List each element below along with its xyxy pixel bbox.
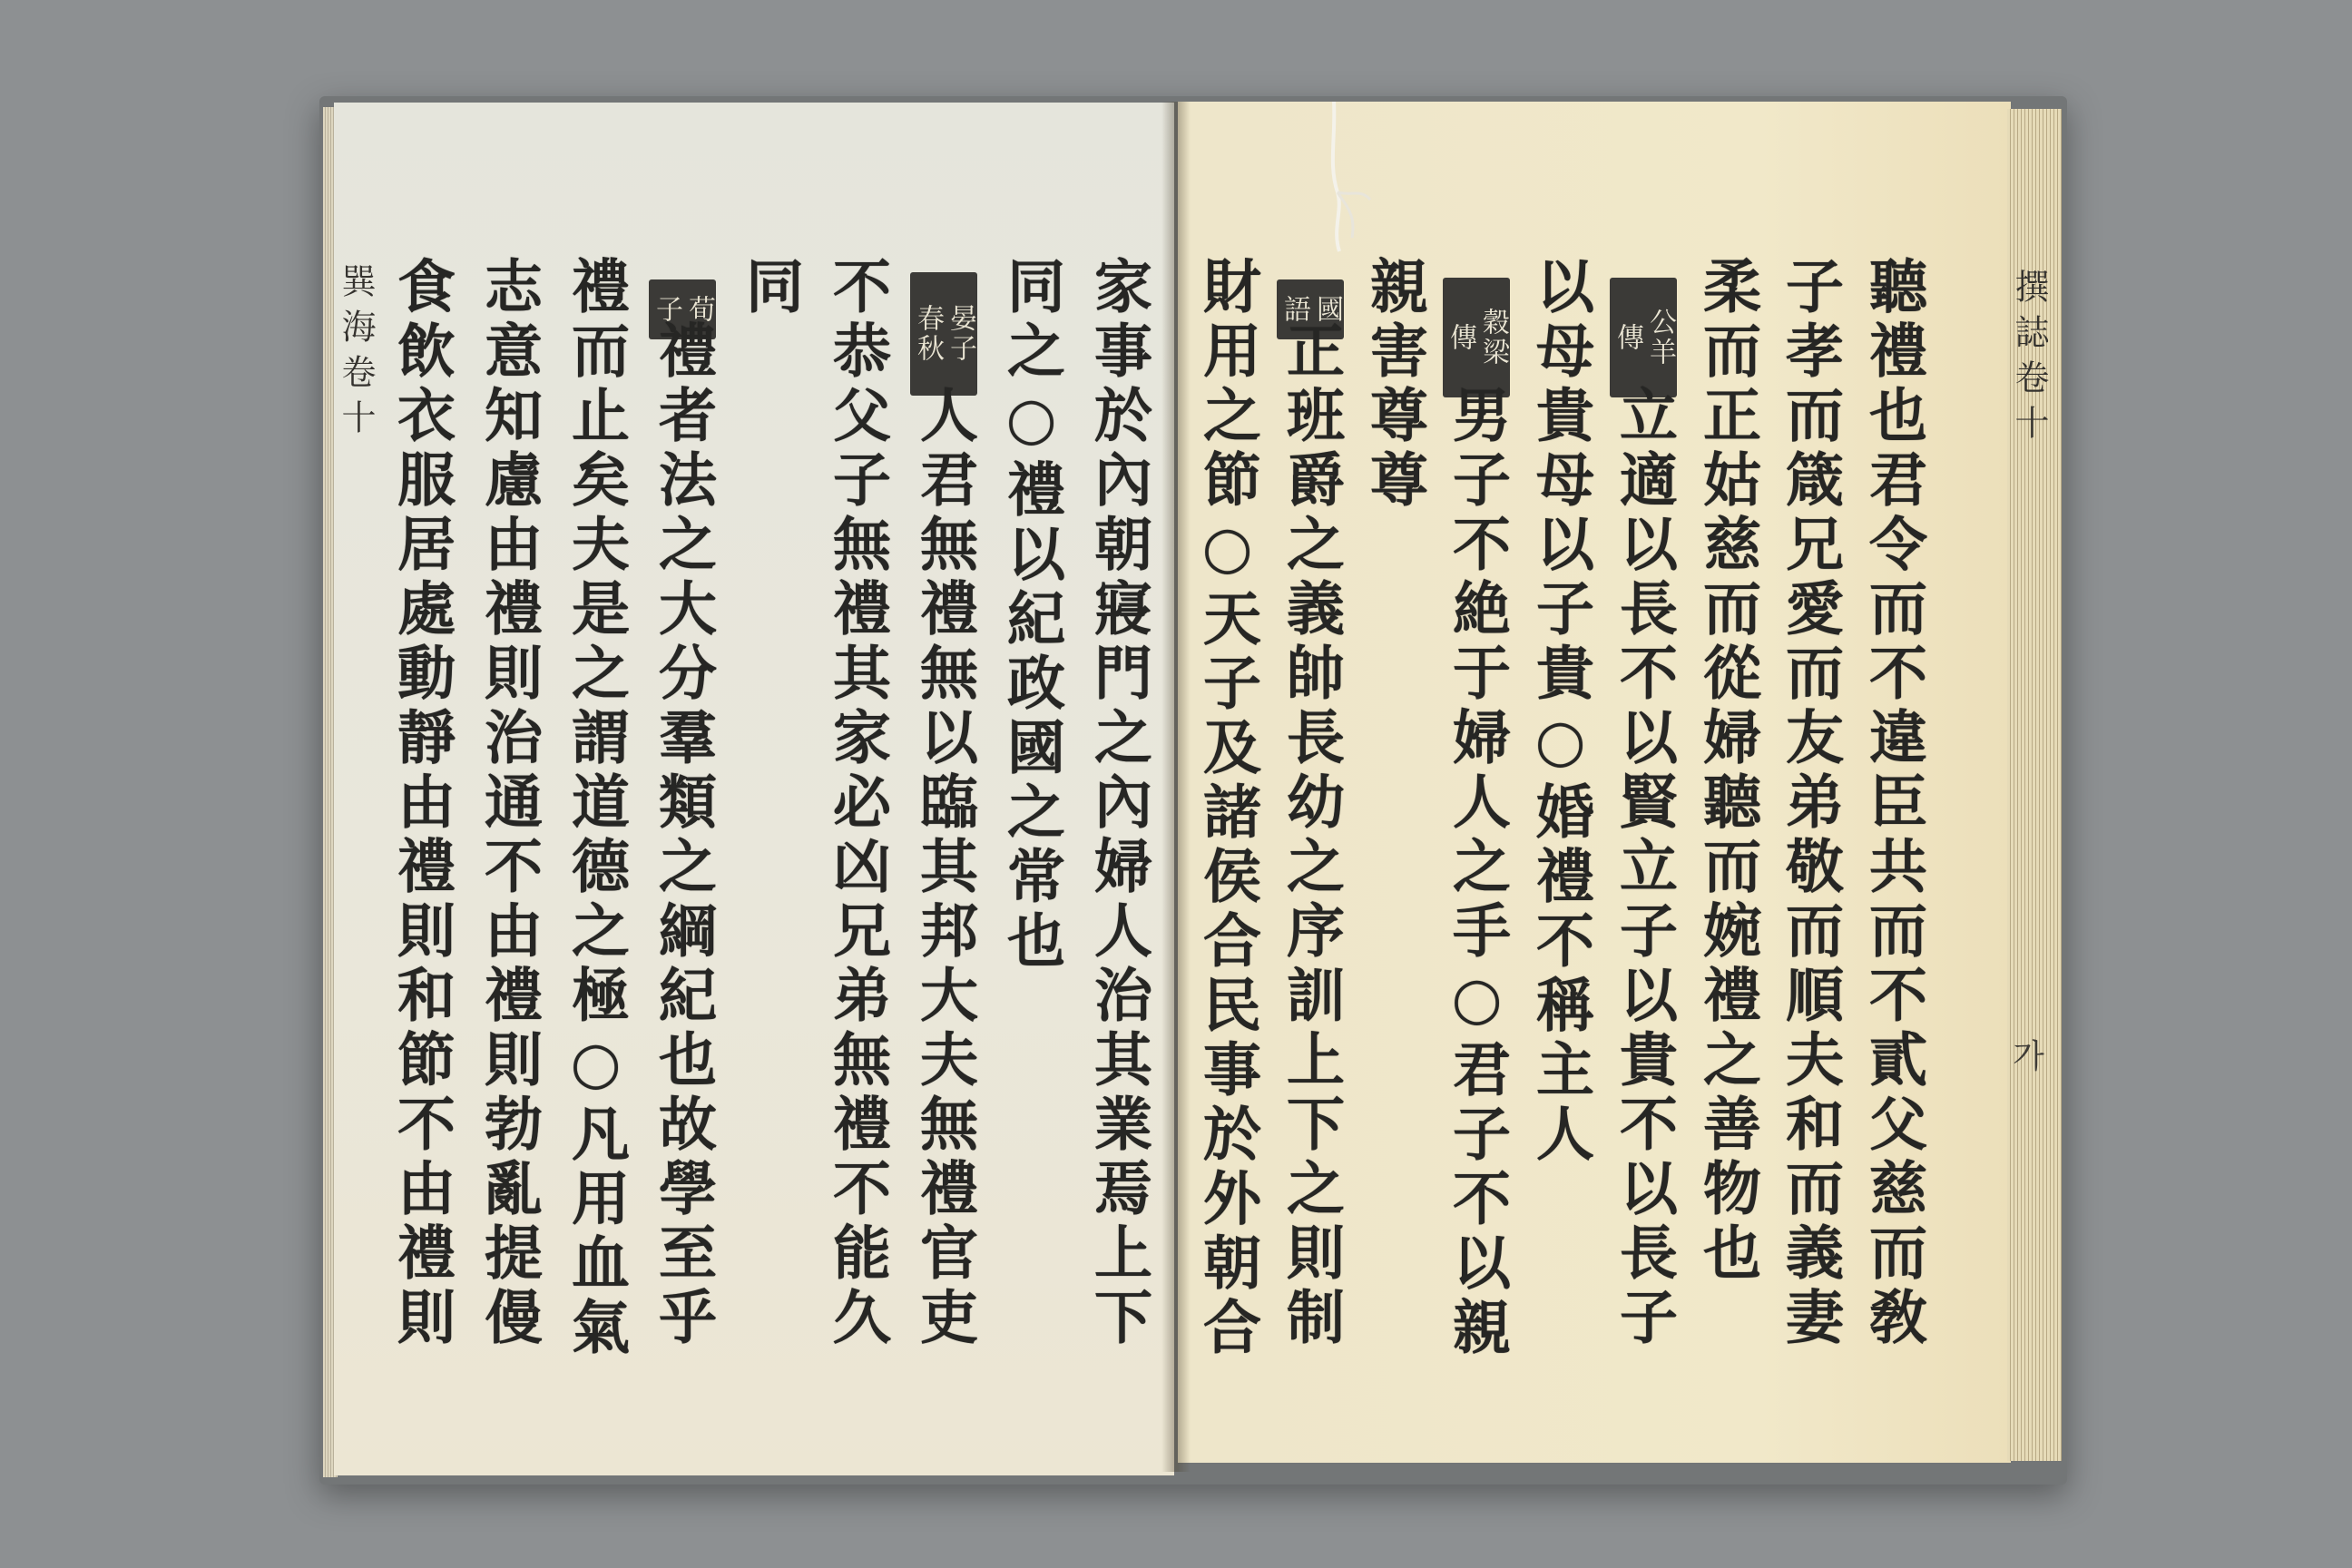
left-column-1: 家事於內朝寢門之內婦人治其業焉上下 [1084, 256, 1152, 1351]
left-column-4: 不恭父子無禮其家必凶兄弟無禮不能久 [823, 256, 891, 1351]
right-column-1: 聽禮也君令而不違臣共而不貳父慈而敎 [1859, 256, 1927, 1351]
left-column-3: 人君無禮無以臨其邦大夫無禮官吏 [910, 385, 978, 1351]
right-column-5: 以母貴母以子貴○婚禮不稱主人 [1526, 256, 1594, 1168]
left-column-2: 同之○禮以紀政國之常也 [997, 256, 1065, 975]
label-left-text: 子 [651, 294, 682, 325]
source-label-guliang-zhuan [1443, 278, 1510, 397]
left-column-5: 同 [736, 256, 804, 320]
left-column-6: 禮者法之大分羣類之綱紀也故學至乎 [649, 320, 717, 1351]
right-column-9: 財用之節○天子及諸侯合民事於外朝合 [1193, 256, 1261, 1361]
book-gutter [1161, 102, 1191, 1472]
label-right-text: 荀 [683, 294, 715, 325]
label-right-text: 晏子 [945, 304, 976, 364]
right-column-2: 子孝而箴兄愛而友弟敬而順夫和而義妻 [1776, 256, 1844, 1351]
label-left-text: 春秋 [912, 304, 944, 364]
label-left-text: 傳 [1612, 322, 1643, 353]
label-right-text: 國 [1311, 294, 1343, 325]
right-column-8: 正班爵之義帥長幼之序訓上下之則制 [1277, 320, 1345, 1351]
left-column-8: 志意知慮由禮則治通不由禮則勃亂提僈 [475, 256, 543, 1351]
label-right-text: 穀梁 [1477, 308, 1509, 368]
label-left-text: 語 [1279, 294, 1310, 325]
left-margin-title: 巽海卷十 [336, 263, 376, 445]
right-column-3: 柔而正姑慈而從婦聽而婉禮之善物也 [1693, 256, 1761, 1287]
right-column-7: 親害尊尊 [1360, 256, 1428, 514]
source-label-gongyang-zhuan [1610, 278, 1677, 397]
right-column-6: 男子不絶于婦人之手○君子不以親 [1443, 385, 1511, 1361]
right-column-4: 立適以長不以賢立子以貴不以長子 [1610, 385, 1678, 1351]
label-right-text: 公羊 [1644, 308, 1676, 368]
left-column-7: 禮而止矣夫是之謂道德之極○凡用血氣 [562, 256, 630, 1361]
label-left-text: 傳 [1445, 322, 1476, 353]
source-label-yanzi-chunqiu [910, 272, 977, 396]
left-column-9: 食飲衣服居處動靜由禮則和節不由禮則 [387, 256, 456, 1351]
right-margin-title: 撰誌卷十 [2009, 269, 2049, 450]
handwritten-note: 가 [2013, 1038, 2044, 1075]
binding-thread [1316, 102, 1388, 256]
